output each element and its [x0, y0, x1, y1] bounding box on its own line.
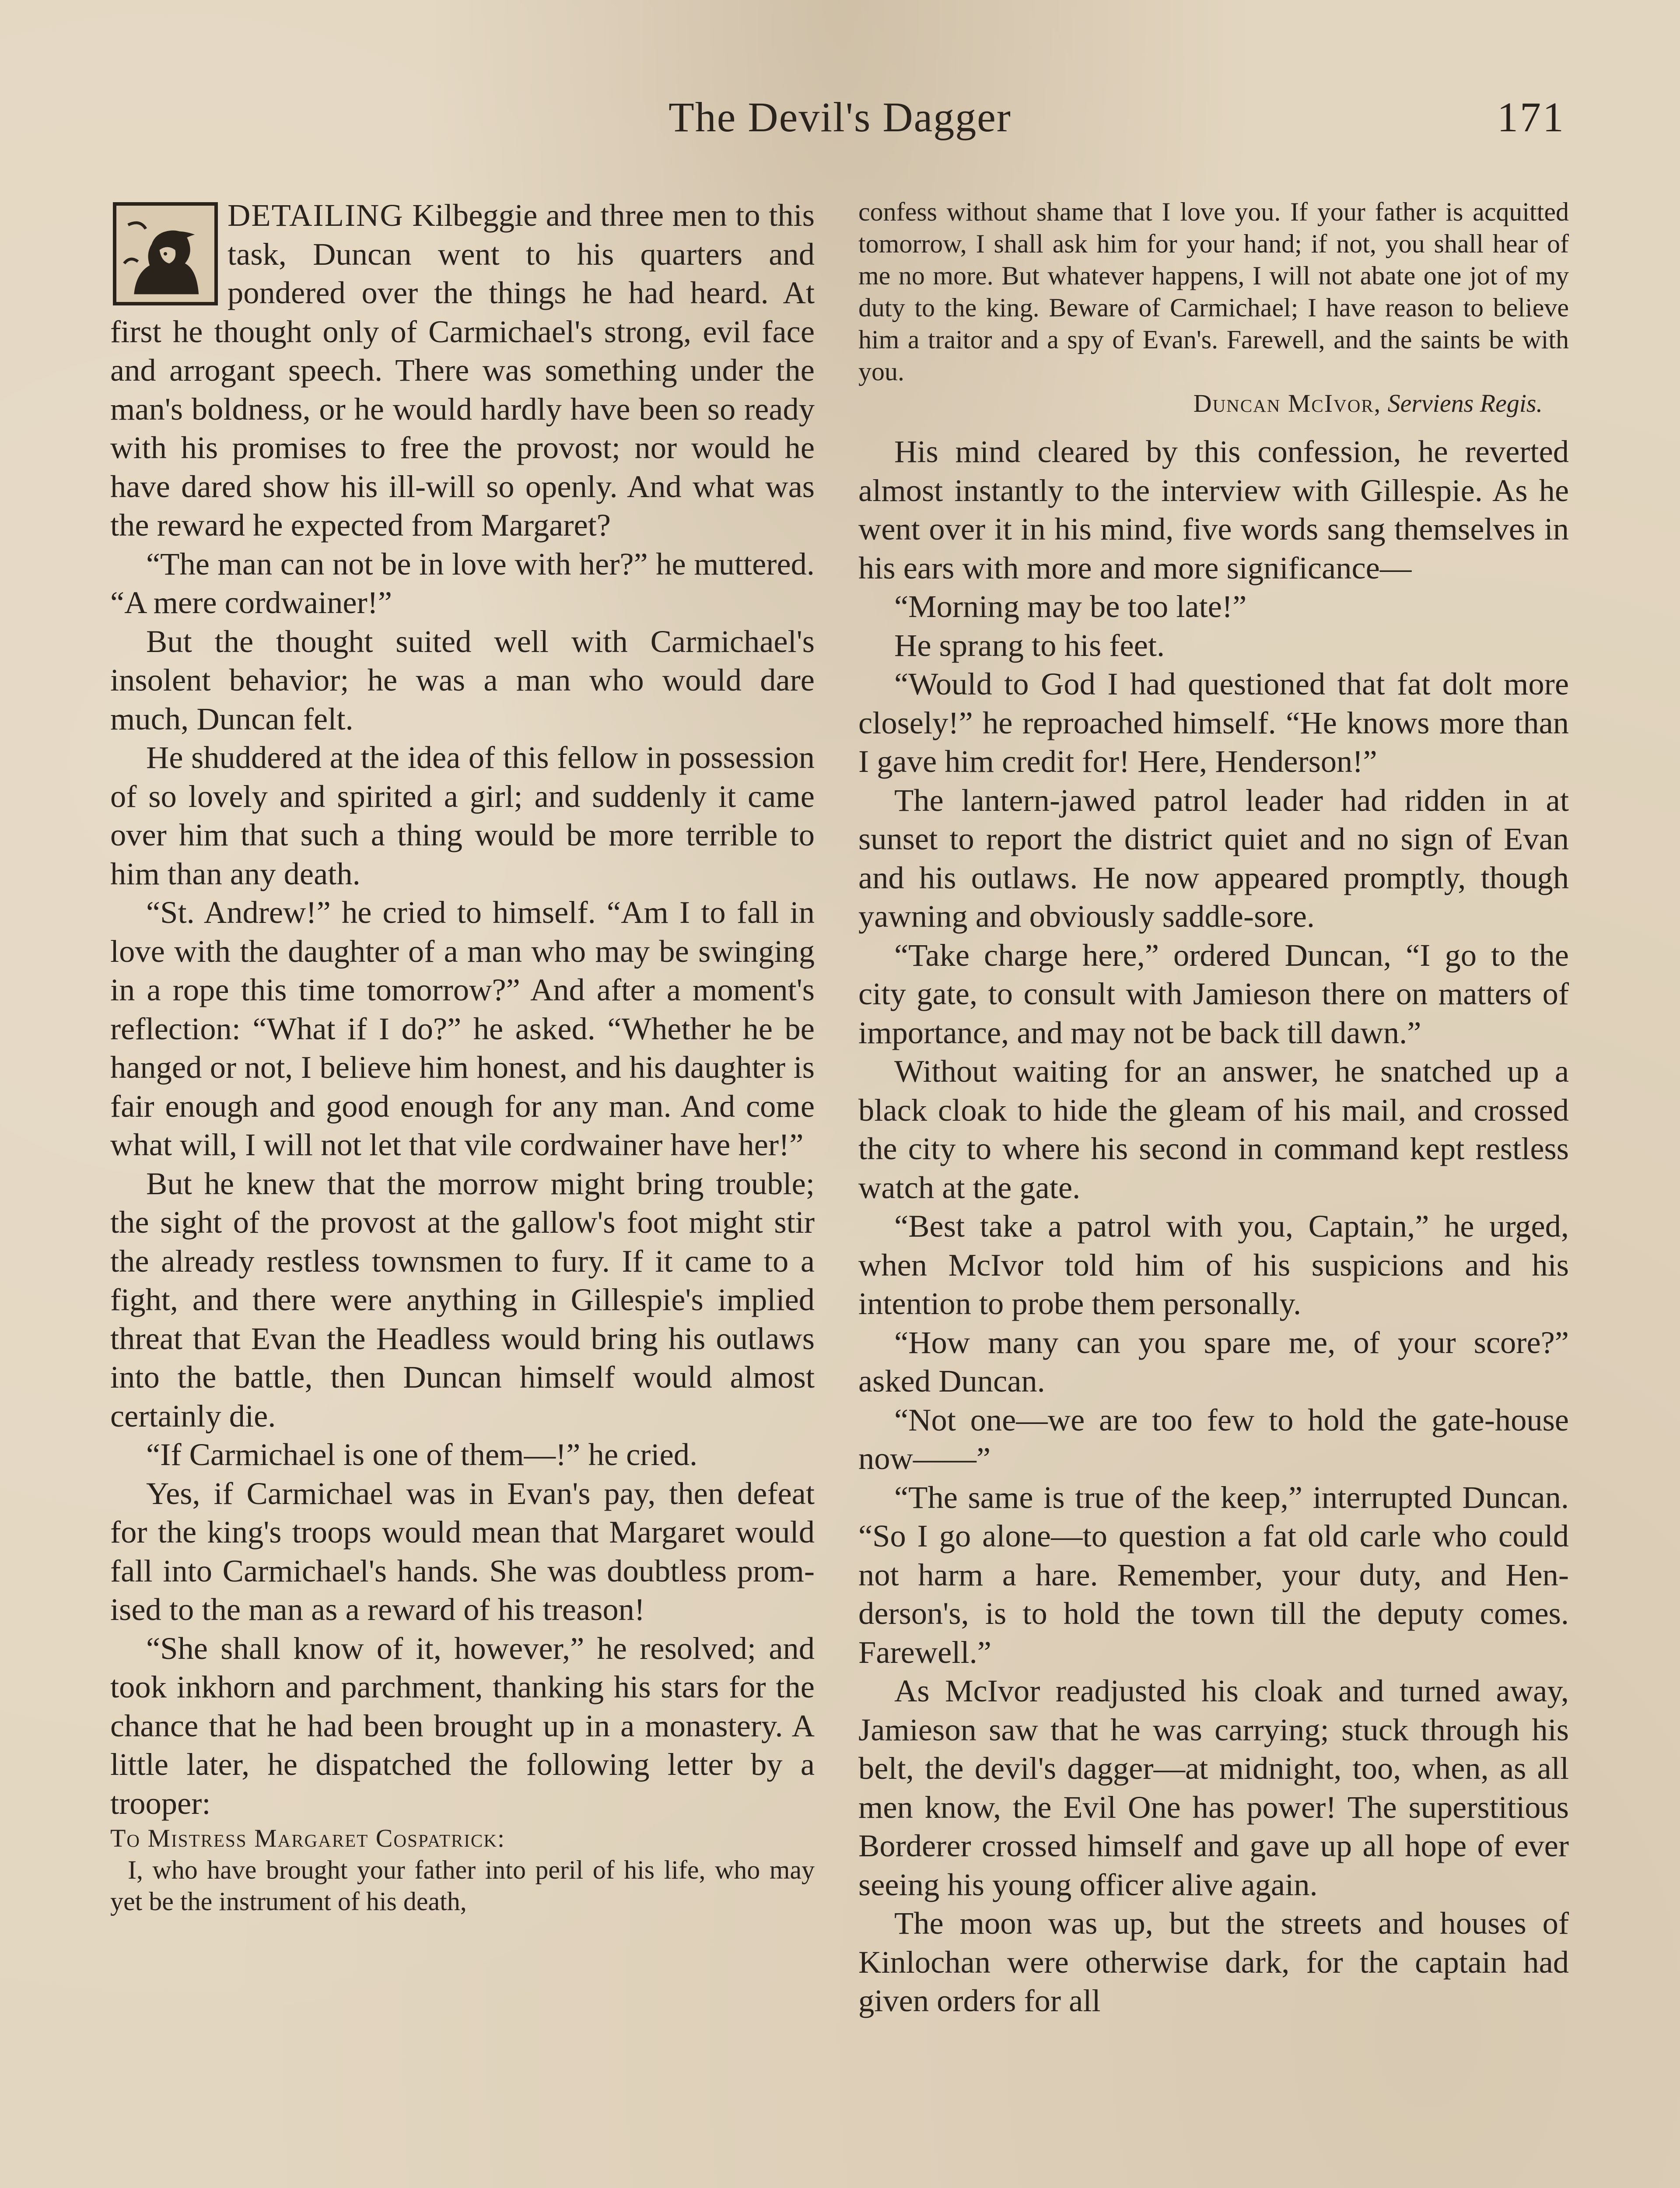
- paragraph: But he knew that the morrow might bring trouble; the sight of the provost at the gallow's foot might stir the already restless townsmen to fury. If it came to a fight, and there were anything in Gillespie's implied threat that Evan the Headless would bring his outlaws into the battle, then Duncan himself would almost certainly die.: [110, 1165, 815, 1434]
- paragraph: “St. Andrew!” he cried to himself. “Am I to fall in love with the daughter of a man who may be swinging in a rope this time tomorrow?” And after a moment's reflection: “What if I do?” he asked. “Whether he be hanged or not, I believe him honest, and his daughter is fair enough and good enough for any man. And come what will, I will not let that vile cordwainer have her!”: [110, 894, 815, 1162]
- paragraph: Without waiting for an answer, he snatched up a black cloak to hide the gleam of his mail, and crossed the city to where his second in command kept restless watch at the gate.: [858, 1053, 1569, 1205]
- page-title: The Devil's Dagger: [668, 94, 1012, 140]
- paragraph: The moon was up, but the streets and houses of Kinlochan were otherwise dark, for the captain had given orders for all: [858, 1905, 1569, 2018]
- left-column: [110, 196, 815, 1917]
- paragraph: He shuddered at the idea of this fellow in possession of so lovely and spirited a girl; and suddenly it came over him that such a thing would be more terrible to him than any death.: [110, 740, 815, 891]
- paragraph: “Best take a patrol with you, Captain,” he urged, when McIvor told him of his suspicions and his intention to probe them personally.: [858, 1208, 1569, 1321]
- paragraph: “Morning may be too late!”: [894, 589, 1247, 624]
- paragraph: “Not one—we are too few to hold the gate-house now——”: [858, 1402, 1569, 1476]
- paragraph: The lantern-jawed patrol leader had ridden in at sunset to report the district quiet and no sign of Evan and his outlaws. He now appeared promptly, though yawning and obviously saddle-sore.: [858, 782, 1569, 934]
- letter-continued: [858, 196, 1569, 419]
- paragraph: “How many can you spare me, of your score?” asked Duncan.: [858, 1324, 1569, 1399]
- paragraph: “The man can not be in love with her?” he muttered. “A mere cordwainer!”: [110, 546, 815, 620]
- opening-paragraph: [110, 196, 815, 545]
- paragraph: But the thought suited well with Carmichael's insolent behavior; he was a man who would dare much, Duncan felt.: [110, 623, 815, 736]
- lead-text: Kilbeggie and three men to this task, Duncan went to his quarters and pondered over the things he had heard. At first he thought only of Carmichael's strong, evil face and arrogant speech. There was something under the man's boldness, or he would hardly have been so ready with his promises to free the provost; nor would he have dared show his ill-will so openly. And what was the reward he expected from Margaret?: [110, 197, 815, 543]
- page-number: 171: [1497, 94, 1565, 140]
- paragraph: As McIvor readjusted his cloak and turned away, Jamieson saw that he was carrying; stuck through his belt, the devil's dagger—at midnight, too, when, as all men know, the Evil One has power! The superstitious Borderer crossed himself and gave up all hope of ever seeing his young officer alive again.: [858, 1673, 1569, 1902]
- letter-opening: I, who have brought your father into peril of his life, who may yet be the instrument of his death,: [110, 1855, 815, 1916]
- paragraph: Yes, if Carmichael was in Evan's pay, then defeat for the king's troops would mean that Margaret would fall into Carmichael's hands. She was doubtless promised to the man as a reward of his treason!: [110, 1475, 815, 1627]
- signature-title: Serviens Regis.: [1387, 389, 1543, 417]
- running-head: [0, 93, 1680, 150]
- paragraph: His mind cleared by this confession, he reverted almost instantly to the interview with Gillespie. As he went over it in his mind, five words sang themselves in his ears with more and more significance—: [858, 434, 1569, 586]
- right-column: [858, 196, 1569, 2020]
- paragraph: “If Carmichael is one of them—!” he cried.: [146, 1437, 698, 1472]
- letter-text: confess without shame that I love you. If your father is acquitted tomorrow, I shall ask him for your hand; if not, you shall hear of me no more. But whatever happens, I will not abate one jot of my duty to the king. Beware of Carmichael; I have reason to believe him a traitor and a spy of Evan's. Farewell, and the saints be with you.: [858, 197, 1569, 386]
- paragraph: “Would to God I had questioned that fat dolt more closely!” he reproached himself. “He knows more than I gave him credit for! Here, Henderson!”: [858, 666, 1569, 779]
- paragraph: “Take charge here,” ordered Duncan, “I go to the city gate, to consult with Jamieson there on matters of importance, and may not be back till dawn.”: [858, 937, 1569, 1050]
- letter-signature: [858, 388, 1569, 419]
- decorative-initial-icon: [113, 202, 218, 305]
- paragraph: “The same is true of the keep,” interrupted Duncan. “So I go alone—to question a fat old carle who could not harm a hare. Remember, your duty, and Henderson's, is to hold the town till the deputy comes. Farewell.”: [858, 1479, 1569, 1670]
- signature-name: Duncan McIvor,: [1193, 389, 1382, 417]
- paragraph: He sprang to his feet.: [894, 627, 1165, 663]
- paragraph: “She shall know of it, however,” he resolved; and took inkhorn and parchment, thanking his stars for the chance that he had been brought up in a monastery. A little later, he dispatched the following letter by a trooper:: [110, 1630, 815, 1821]
- letter-salutation: To Mistress Margaret Cospatrick:: [110, 1824, 506, 1852]
- lead-word: DETAILING: [228, 197, 404, 233]
